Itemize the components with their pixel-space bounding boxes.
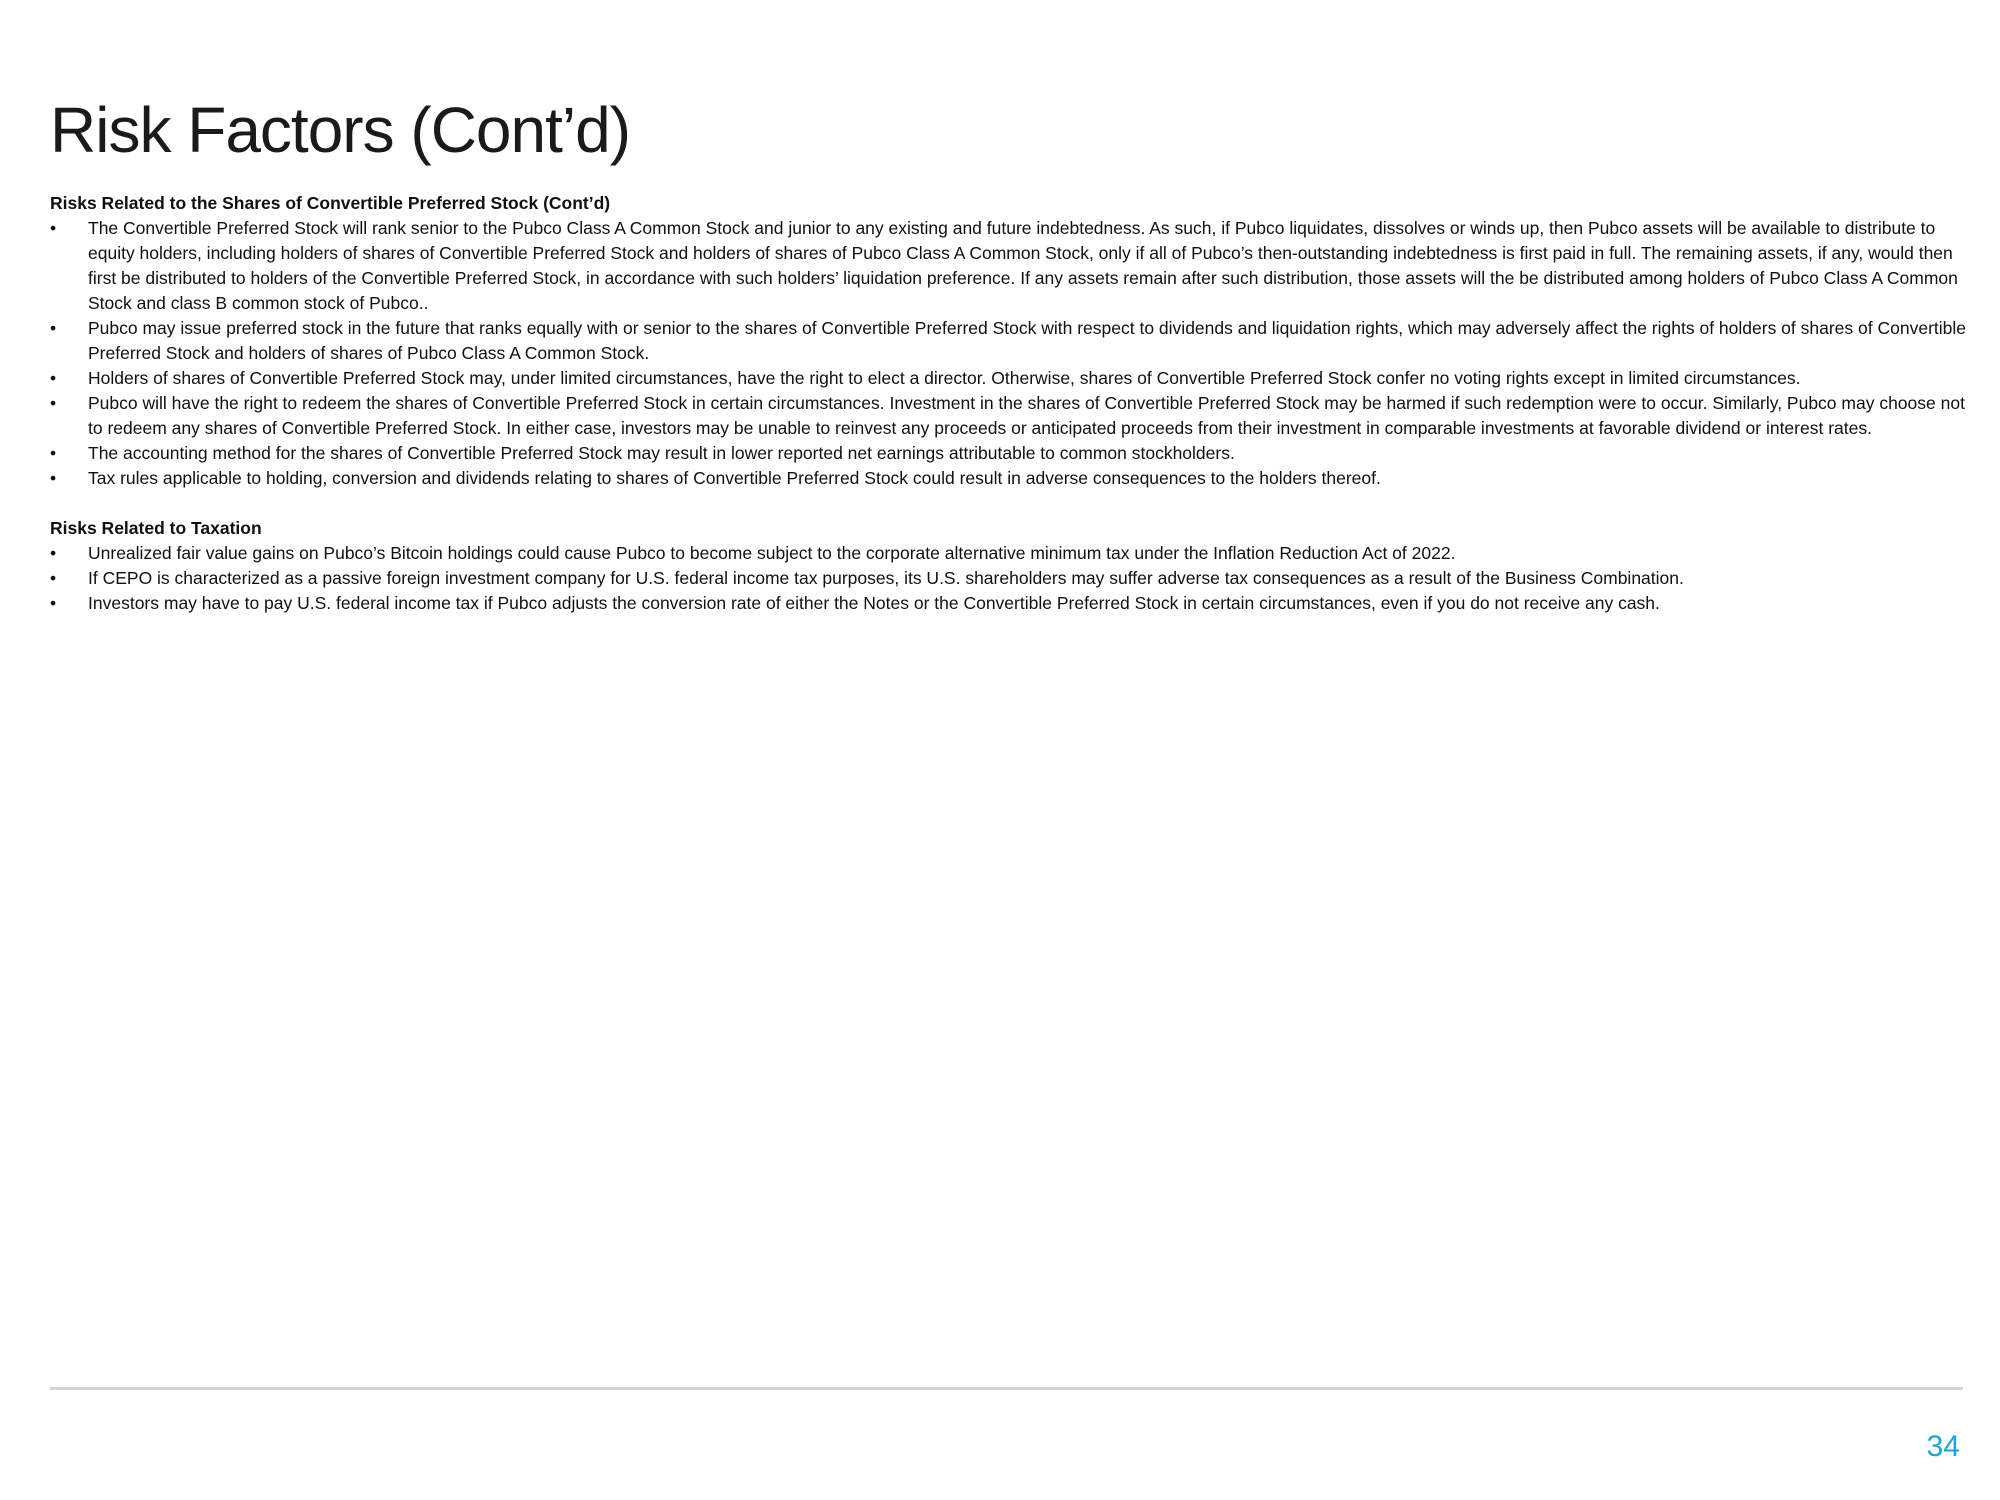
section-taxation (50, 516, 1980, 616)
bullet-text: Pubco may issue preferred stock in the future that ranks equally with or senior to the shares of Convertible Preferred Stock with respect to dividends and liquidation rights, which may adversely affect the rights of holders of shares of Convertible Preferred Stock and holders of shares of Pubco Class A Common Stock. (88, 318, 1966, 363)
bullet-text: Pubco will have the right to redeem the shares of Convertible Preferred Stock in certain circumstances. Investment in the shares of Convertible Preferred Stock may be harmed if such redemption were to occur. Similarly, Pubco may choose not to redeem any shares of Convertible Preferred Stock. In either case, investors may be unable to reinvest any proceeds or anticipated proceeds from their investment in comparable investments at favorable dividend or interest rates. (88, 393, 1965, 438)
list-item (50, 566, 1980, 591)
bullet-icon: • (50, 318, 57, 338)
page-title: Risk Factors (Cont’d) (50, 94, 630, 166)
list-item (50, 316, 1980, 366)
list-item (50, 541, 1980, 566)
footer-divider (50, 1387, 1963, 1390)
bullet-text: Investors may have to pay U.S. federal income tax if Pubco adjusts the conversion rate of either the Notes or the Convertible Preferred Stock in certain circumstances, even if you do not receive any cash. (88, 593, 1660, 613)
bullet-icon: • (50, 593, 57, 613)
bullet-text: If CEPO is characterized as a passive foreign investment company for U.S. federal income tax purposes, its U.S. shareholders may suffer adverse tax consequences as a result of the Business Combination. (88, 568, 1684, 588)
list-item (50, 591, 1980, 616)
section-heading: Risks Related to Taxation (50, 518, 262, 538)
list-item (50, 391, 1980, 441)
list-item (50, 466, 1980, 491)
bullet-text: The accounting method for the shares of Convertible Preferred Stock may result in lower reported net earnings attributable to common stockholders. (88, 443, 1235, 463)
bullet-text: The Convertible Preferred Stock will rank senior to the Pubco Class A Common Stock and junior to any existing and future indebtedness. As such, if Pubco liquidates, dissolves or winds up, then Pubco assets will be available to distribute to equity holders, including holders of shares of Convertible Preferred Stock and holders of shares of Pubco Class A Common Stock, only if all of Pubco’s then-outstanding indebtedness is first paid in full. The remaining assets, if any, would then first be distributed to holders of the Convertible Preferred Stock, in accordance with such holders’ liquidation preference. If any assets remain after such distribution, those assets will the be distributed among holders of Pubco Class A Common Stock and class B common stock of Pubco.. (88, 218, 1958, 313)
list-item (50, 216, 1980, 316)
section-convertible-preferred-stock (50, 191, 1980, 491)
bullet-icon: • (50, 393, 57, 413)
bullet-icon: • (50, 368, 57, 388)
bullet-list (50, 541, 1980, 616)
bullet-icon: • (50, 568, 57, 588)
bullet-icon: • (50, 218, 57, 238)
bullet-text: Holders of shares of Convertible Preferred Stock may, under limited circumstances, have the right to elect a director. Otherwise, shares of Convertible Preferred Stock confer no voting rights except in limited circumstances. (88, 368, 1801, 388)
bullet-list (50, 216, 1980, 491)
list-item (50, 366, 1980, 391)
bullet-icon: • (50, 468, 57, 488)
page-number: 34 (1926, 1430, 1960, 1463)
list-item (50, 441, 1980, 466)
bullet-icon: • (50, 543, 57, 563)
bullet-text: Tax rules applicable to holding, conversion and dividends relating to shares of Convertible Preferred Stock could result in adverse consequences to the holders thereof. (88, 468, 1381, 488)
bullet-text: Unrealized fair value gains on Pubco’s Bitcoin holdings could cause Pubco to become subject to the corporate alternative minimum tax under the Inflation Reduction Act of 2022. (88, 543, 1456, 563)
section-heading: Risks Related to the Shares of Convertible Preferred Stock (Cont’d) (50, 193, 611, 213)
risk-factors-body (50, 191, 1980, 616)
section-spacer (50, 491, 1980, 516)
bullet-icon: • (50, 443, 57, 463)
